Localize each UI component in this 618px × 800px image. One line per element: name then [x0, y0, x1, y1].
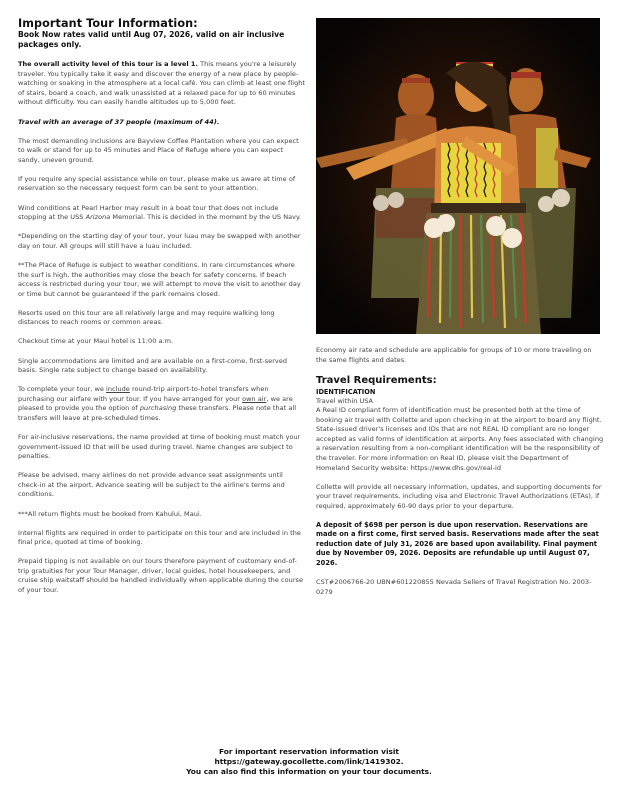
- transfers-purchasing: purchasing: [139, 404, 177, 413]
- activity-level-bold: The overall activity level of this tour is a level 1.: [18, 60, 199, 69]
- internal-flights-note: Internal flights are required in order to participate on this tour and are included in the final price, quoted at time of booking.: [18, 528, 301, 547]
- checkout-time: Checkout time at your Maui hotel is 11:00 a.m.: [18, 337, 174, 346]
- wind-text-b: Memorial. This is decided in the moment by the US Navy.: [110, 213, 302, 222]
- group-size: Travel with an average of 37 people (maximum of 44).: [18, 117, 220, 126]
- demanding-inclusions: The most demanding inclusions are Bayview Coffee Plantation where you can expect to walk or stand for up to 45 minutes and Place of Refuge where you can expect sandy, uneven ground.: [18, 136, 299, 164]
- transfers-text-a: To complete your tour, we: [18, 385, 106, 394]
- transfers-text-c: , we are pleased to provide you the option of: [18, 394, 293, 413]
- luau-note: *Depending on the starting day of your tour, your luau may be swapped with another day on tour. All groups will still have a luau included.: [18, 232, 301, 250]
- reservation-link[interactable]: https://gateway.gocollette.com/link/1419302.: [214, 757, 404, 766]
- travel-requirements-title: Travel Requirements:: [316, 374, 437, 386]
- single-accommodations: Single accommodations are limited and are available on a first-come, first-served basis. Single rate subject to change based on availability.: [18, 356, 288, 375]
- identification-heading: IDENTIFICATION: [316, 387, 376, 396]
- registration-numbers: CST#2006766-20 UBN#601220855 Nevada Sellers of Travel Registration No. 2003-0279: [316, 577, 592, 596]
- hula-dancers-photo: [316, 18, 600, 334]
- transfers-note: [18, 385, 306, 423]
- wind-text-a: Wind conditions at Pearl Harbor may result in a boat tour that does not include stopping at the USS: [18, 203, 279, 222]
- transfers-text-d: these transfers. Please note that all transfers will leave at pre-scheduled times.: [18, 404, 297, 422]
- transfers-own-air: own air: [242, 394, 267, 403]
- special-assistance: If you require any special assistance while on tour, please make us aware at time of reservation so the necessary request form can be sent to your attention.: [18, 174, 296, 193]
- air-inclusive-note: For air-inclusive reservations, the name provided at time of booking must match your government-issued ID that will be used during travel. Name changes are subject to penalties.: [18, 433, 301, 461]
- collette-documents-note: Collette will provide all necessary information, updates, and supporting documents for your travel requirements, including visa and Electronic Travel Authorizations (ETAs), if required, approximately 60-90 days prior to your departure.: [316, 482, 602, 510]
- activity-level: [18, 60, 306, 108]
- activity-level-text: This means you're a leisurely traveler. You typically take it easy and discover the energy of a new place by people-watching or soaking in the atmosphere at a local café. You can climb at least one flight of stairs, board a coach, and walk unassisted at a relaxed pace for up to 60 minutes without difficulty. You can easily handle altitudes up to 5,000 feet.: [18, 60, 305, 107]
- wind-text-italic: Arizona: [85, 213, 111, 222]
- page-title: Important Tour Information:: [18, 17, 198, 30]
- footer-line-3: You can also find this information on your tour documents.: [186, 767, 432, 776]
- return-flights-note: ***All return flights must be booked from Kahului, Maui.: [18, 509, 202, 518]
- tipping-note: Prepaid tipping is not available on our tours therefore payment of customary end-of-trip gratuities for your Tour Manager, driver, local guides, hotel housekeepers, and cruise ship waitstaff should be handled individually when applicable during the course of your tour.: [18, 557, 304, 594]
- real-id-note: A Real ID compliant form of identification must be presented both at the time of booking air travel with Collette and upon checking in at the airport to board any flight. State-issued driver's licenses and IDs that are not REAL ID compliant are no longer accepted as valid forms of identification at airports. Any fees associated with changing a reservation resulting from a non-compliant identification will be the responsibility of the traveler. For more information on Real ID, please visit the Department of Homeland Security website: https://www.dhs.gov/real-id: [316, 406, 604, 472]
- seating-note: Please be advised, many airlines do not provide advance seat assignments until check-in at the airport. Advance seating will be subject to the airline's terms and conditions.: [18, 471, 285, 499]
- right-column: [316, 18, 604, 607]
- wind-conditions: [18, 204, 306, 223]
- travel-scope: Travel within USA: [316, 396, 374, 405]
- place-of-refuge-note: **The Place of Refuge is subject to weather conditions. In rare circumstances where the surf is high, the authorities may close the beach for safety concerns. If beach access is restricted during your tour, we will attempt to move the visit to another day or time but cannot be guaranteed if the park remains closed.: [18, 260, 301, 298]
- footer: [0, 747, 618, 777]
- economy-air-note: Economy air rate and schedule are applicable for groups of 10 or more traveling on the same flights and dates.: [316, 346, 592, 364]
- footer-line-1: For important reservation information visit: [219, 747, 399, 756]
- left-column: [18, 17, 306, 605]
- booking-validity: Book Now rates valid until Aug 07, 2026, valid on air inclusive packages only.: [18, 30, 285, 49]
- resorts-note: Resorts used on this tour are all relatively large and may require walking long distances to reach rooms or common areas.: [18, 308, 275, 327]
- transfers-text-b: round-trip airport-to-hotel transfers when purchasing our airfare with your tour. If you have arranged for your: [18, 385, 269, 403]
- deposit-terms: A deposit of $698 per person is due upon reservation. Reservations are made on a first come, first served basis. Reservations made after the seat reduction date of July 31, 2026 are based upon availability. Final payment due by November 09, 2026. Deposits are refundable up until August 07, 2026.: [316, 520, 599, 567]
- photo-illustration: [316, 18, 600, 334]
- transfers-include: include: [106, 385, 130, 394]
